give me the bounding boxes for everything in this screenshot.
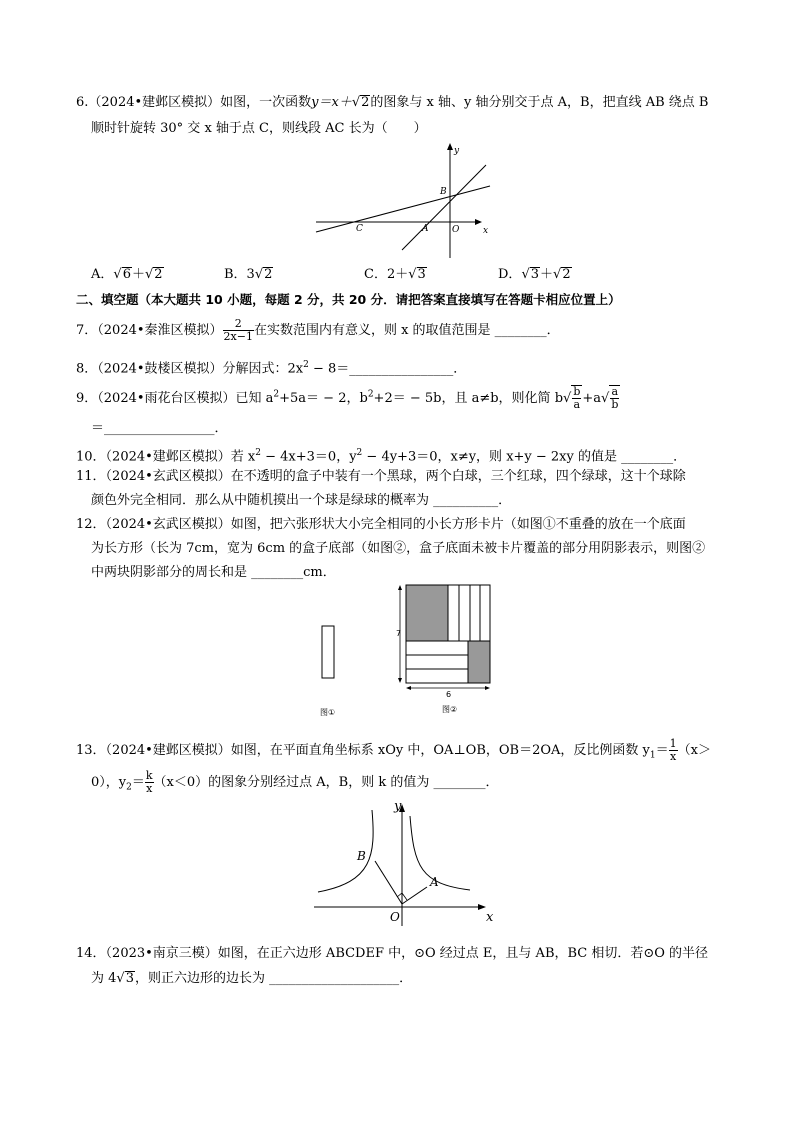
q6-line2: 顺时针旋转 30° 交 x 轴于点 C，则线段 AC 长为（ ）	[91, 121, 427, 136]
q13-segment-oa	[402, 887, 427, 904]
q11-line2: 颜色外完全相同．那么从中随机摸出一个球是绿球的概率为 __________．	[91, 493, 512, 508]
q12-line3: 中两块阴影部分的周长和是 ________cm．	[91, 565, 336, 580]
q14-line2: 为 4√3，则正六边形的边长为 ____________________．	[91, 971, 413, 986]
q12-shaded-bottom	[468, 641, 490, 683]
q12-shaded-top	[406, 585, 448, 641]
q6-x-arrow	[475, 219, 482, 225]
q12-caption-fig1: 图①	[320, 708, 336, 717]
q6-label-y: y	[454, 146, 460, 156]
q6-line-bc	[316, 186, 490, 232]
q6-line1: 6.（2024•建邺区模拟）如图，一次函数y＝x＋√2的图象与 x 轴、y 轴分别交于点 A，B，把直线 AB 绕点 B	[76, 95, 709, 110]
q13-label-x: x	[486, 910, 494, 925]
q12-line2: 为长方形（长为 7cm，宽为 6cm 的盒子底部（如图②，盒子底面未被卡片覆盖的部分用阴影表示，则图②	[91, 541, 706, 556]
q12-figure	[310, 582, 510, 717]
section-2-title: 二、填空题（本大题共 10 小题，每题 2 分，共 20 分．请把答案直接填写在答题卡相应位置上）	[76, 292, 621, 307]
q10: 10．（2024•建邺区模拟）若 $x^2 - 4x+3=0$，$y^2 - 4y+3=0$，x≠y，则 x+y − 2xy 的值是 ________．	[76, 448, 687, 465]
q6-option-d[interactable]: D．√3＋√2	[498, 267, 571, 282]
q6-figure	[310, 140, 510, 258]
q12-line1: 12．（2024•玄武区模拟）如图，把六张形状大小完全相同的小长方形卡片（如图①不重叠的放在一个底面	[76, 517, 686, 532]
q6-label-C: C	[356, 224, 363, 234]
q13-figure	[310, 796, 510, 928]
q11-line1: 11．（2024•玄武区模拟）在不透明的盒子中装有一个黑球，两个白球，三个红球，四个绿球，这十个球除	[76, 469, 686, 484]
q13-label-O: O	[390, 910, 400, 924]
q13-curve-y1	[410, 816, 470, 890]
q9-line2: ＝_________________．	[91, 421, 228, 436]
q13-line1: 13．（2024•建邺区模拟）如图，在平面直角坐标系 xOy 中，OA⊥OB，OB＝2OA，反比例函数 $y_1=$ $\frac{1}{x}$ （x＞	[76, 737, 711, 763]
q6-option-a[interactable]: A．√6＋√2	[91, 267, 163, 282]
q7-fraction: $\frac{2}{2x-1}$	[223, 317, 253, 343]
q13-label-B: B	[357, 849, 366, 863]
q13-line2: 0），$y_2=$ $\frac{k}{x}$ （x＜0）的图象分别经过点 A，B，则 k 的值为 ________．	[91, 769, 499, 795]
q6-label-B: B	[440, 187, 447, 197]
q12-dim-7: 7	[396, 629, 402, 638]
q6-label-x: x	[483, 226, 489, 236]
q6-label-O: O	[452, 225, 460, 235]
q6-y-arrow	[447, 143, 453, 150]
q6-option-c[interactable]: C．2＋√3	[364, 267, 426, 282]
q12-dim-6: 6	[446, 690, 452, 699]
q13-label-A: A	[430, 875, 439, 889]
q14-line1: 14．（2023•南京三模）如图，在正六边形 ABCDEF 中，⊙O 经过点 E，且与 AB，BC 相切．若⊙O 的半径	[76, 946, 709, 961]
q13-label-y: y	[394, 799, 402, 814]
q12-card-fig1	[322, 626, 334, 678]
q6-label-A: A	[422, 224, 429, 234]
q9-line1: 9．（2024•雨花台区模拟）已知 $a^2+5a= - 2$，$b^2+2= - 5b$，且 a≠b，则化简 b√ $\frac{b}{a}$ +a√ $\frac{a}{b}$	[76, 385, 619, 411]
q6-option-b[interactable]: B．3√2	[224, 267, 273, 282]
q12-caption-fig2: 图②	[442, 705, 458, 714]
q8: 8．（2024•鼓楼区模拟）分解因式：$2x^2$ − 8＝________________．	[76, 360, 467, 377]
q6-line-ab	[402, 165, 489, 250]
q7: 7．（2024•秦淮区模拟） $\frac{2}{2x-1}$ 在实数范围内有意义，则 x 的取值范围是 ________．	[76, 317, 560, 343]
q13-segment-ob	[375, 861, 402, 904]
